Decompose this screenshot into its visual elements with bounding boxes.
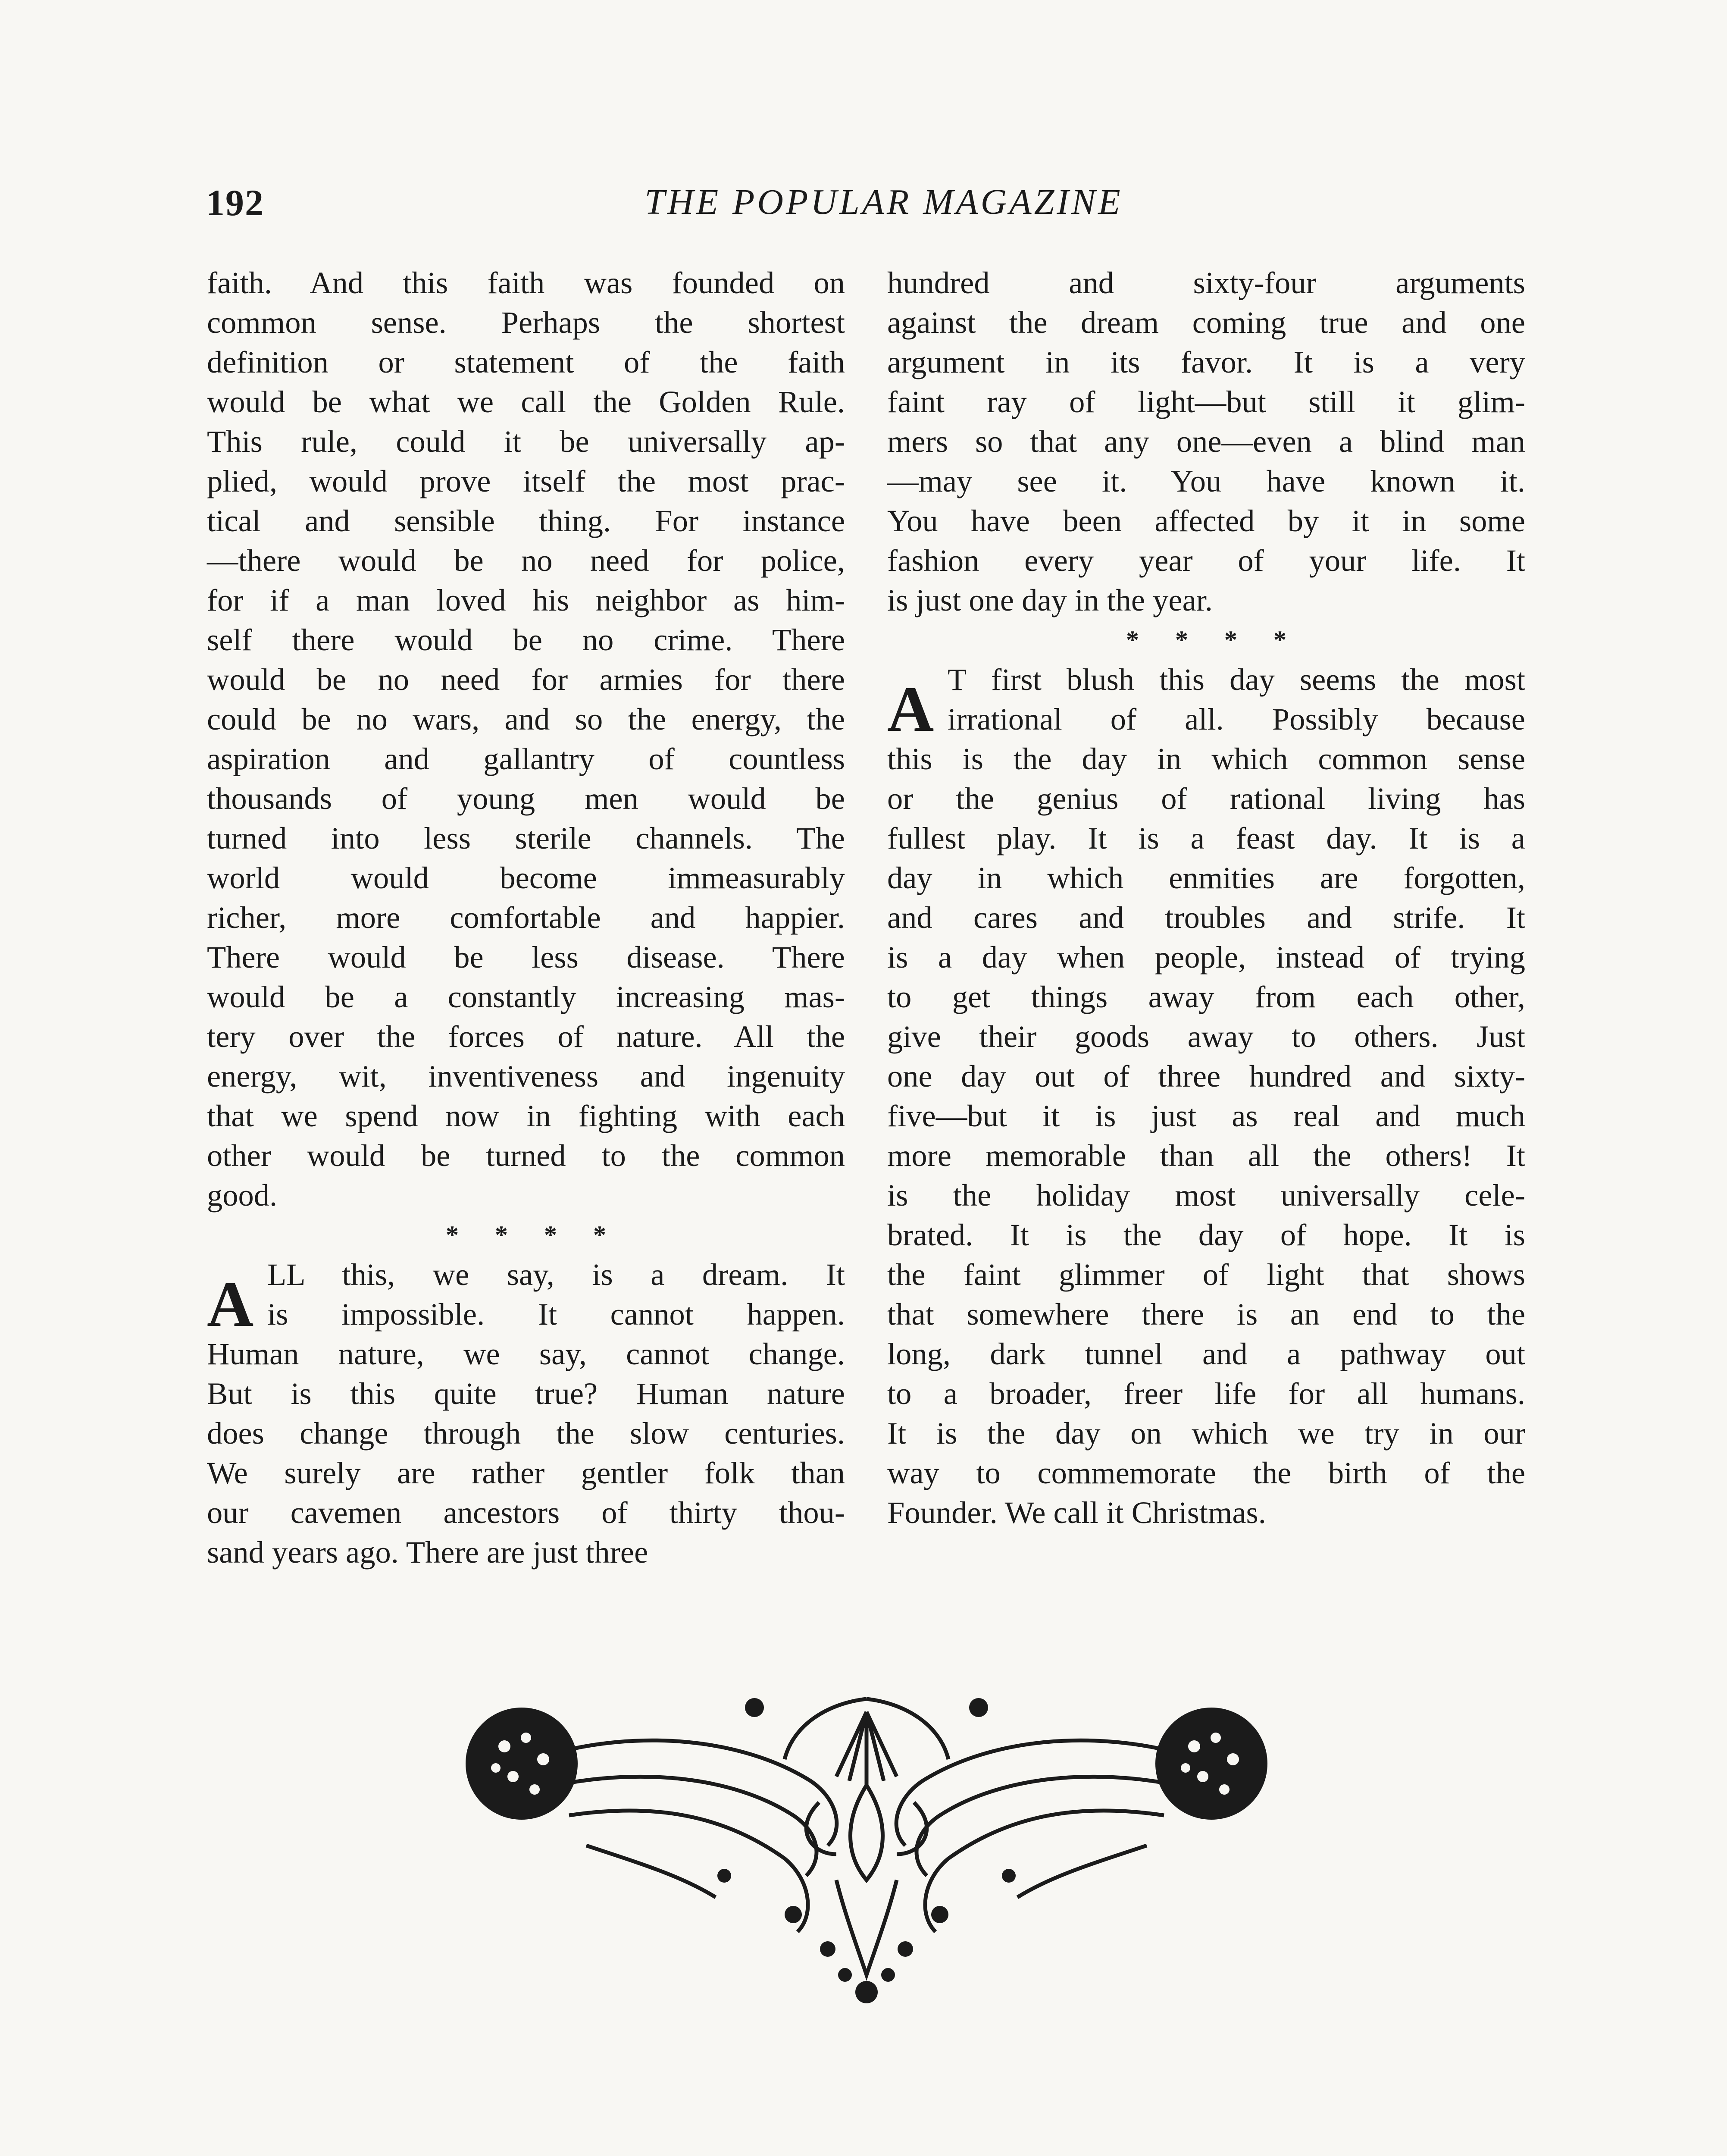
text-line: could be no wars, and so the energy, the <box>207 702 845 736</box>
text-line: sand years ago. There are just three <box>207 1535 648 1570</box>
text-line: richer, more comfortable and happier. <box>207 900 845 935</box>
text-line: would be no need for armies for there <box>207 662 845 697</box>
text-line: the faint glimmer of light that shows <box>887 1257 1525 1292</box>
left-section-2 <box>207 1255 845 1572</box>
text-line: this is the day in which common sense <box>887 741 1525 776</box>
text-line: tery over the forces of nature. All the <box>207 1019 845 1054</box>
running-head: THE POPULAR MAGAZINE <box>644 182 1123 222</box>
text-line: —may see it. You have known it. <box>887 464 1525 498</box>
text-line: that we spend now in fighting with each <box>207 1098 845 1133</box>
text-line: fashion every year of your life. It <box>887 543 1525 578</box>
text-line: T first blush this day seems the most <box>948 662 1525 697</box>
text-line: Founder. We call it Christmas. <box>887 1495 1266 1530</box>
text-line: would be what we call the Golden Rule. <box>207 384 845 419</box>
text-line: brated. It is the day of hope. It is <box>887 1217 1525 1252</box>
text-line: that somewhere there is an end to the <box>887 1297 1525 1332</box>
text-line: five—but it is just as real and much <box>887 1098 1525 1133</box>
text-line: is impossible. It cannot happen. <box>267 1297 845 1332</box>
text-line: definition or statement of the faith <box>207 345 845 379</box>
text-line: faith. And this faith was founded on <box>207 265 845 300</box>
text-line: self there would be no crime. There <box>207 622 845 657</box>
text-line: plied, would prove itself the most prac- <box>207 464 845 498</box>
text-line: irrational of all. Possibly because <box>948 702 1525 736</box>
text-line: hundred and sixty-four arguments <box>887 265 1525 300</box>
text-line: You have been affected by it in some <box>887 503 1525 538</box>
text-line: LL this, we say, is a dream. It <box>267 1257 845 1292</box>
page-number: 192 <box>206 182 264 223</box>
text-line: is just one day in the year. <box>887 583 1213 617</box>
section-separator: * * * * <box>446 1221 606 1249</box>
right-section-2 <box>887 660 1525 1532</box>
text-line: to get things away from each other, <box>887 979 1525 1014</box>
text-line: There would be less disease. There <box>207 940 845 975</box>
right-paragraph <box>887 263 1525 620</box>
left-column <box>207 263 845 1572</box>
text-line: would be a constantly increasing mas- <box>207 979 845 1014</box>
text-line: It is the day on which we try in our <box>887 1416 1525 1451</box>
text-line: give their goods away to others. Just <box>887 1019 1525 1054</box>
text-line: aspiration and gallantry of countless <box>207 741 845 776</box>
text-line: Human nature, we say, cannot change. <box>207 1336 845 1371</box>
text-line: against the dream coming true and one <box>887 305 1525 340</box>
text-line: is the holiday most universally cele- <box>887 1178 1525 1213</box>
text-line: good. <box>207 1178 278 1213</box>
left-paragraph <box>207 263 845 1215</box>
drop-cap: A <box>207 1269 254 1340</box>
text-line: long, dark tunnel and a pathway out <box>887 1336 1525 1371</box>
text-line: to a broader, freer life for all humans. <box>887 1376 1525 1411</box>
decorative-ornament <box>457 1673 1276 2018</box>
text-line: does change through the slow centuries. <box>207 1416 845 1451</box>
drop-cap: A <box>887 674 934 745</box>
text-line: other would be turned to the common <box>207 1138 845 1173</box>
text-line: But is this quite true? Human nature <box>207 1376 845 1411</box>
text-line: turned into less sterile channels. The <box>207 821 845 856</box>
right-column <box>887 263 1525 1532</box>
text-line: common sense. Perhaps the shortest <box>207 305 845 340</box>
text-line: argument in its favor. It is a very <box>887 345 1525 379</box>
text-line: way to commemorate the birth of the <box>887 1455 1525 1490</box>
text-line: tical and sensible thing. For instance <box>207 503 845 538</box>
text-line: or the genius of rational living has <box>887 781 1525 816</box>
text-line: mers so that any one—even a blind man <box>887 424 1525 459</box>
section-separator: * * * * <box>1126 626 1286 654</box>
text-line: for if a man loved his neighbor as him- <box>207 583 845 617</box>
text-line: fullest play. It is a feast day. It is a <box>887 821 1525 856</box>
text-line: energy, wit, inventiveness and ingenuity <box>207 1059 845 1094</box>
text-line: our cavemen ancestors of thirty thou- <box>207 1495 845 1530</box>
text-line: thousands of young men would be <box>207 781 845 816</box>
text-line: faint ray of light—but still it glim- <box>887 384 1525 419</box>
text-line: This rule, could it be universally ap- <box>207 424 845 459</box>
text-line: day in which enmities are forgotten, <box>887 860 1525 895</box>
text-line: world would become immeasurably <box>207 860 845 895</box>
text-line: and cares and troubles and strife. It <box>887 900 1525 935</box>
text-line: We surely are rather gentler folk than <box>207 1455 845 1490</box>
text-line: —there would be no need for police, <box>207 543 845 578</box>
text-line: is a day when people, instead of trying <box>887 940 1525 975</box>
text-line: more memorable than all the others! It <box>887 1138 1525 1173</box>
text-line: one day out of three hundred and sixty- <box>887 1059 1525 1094</box>
